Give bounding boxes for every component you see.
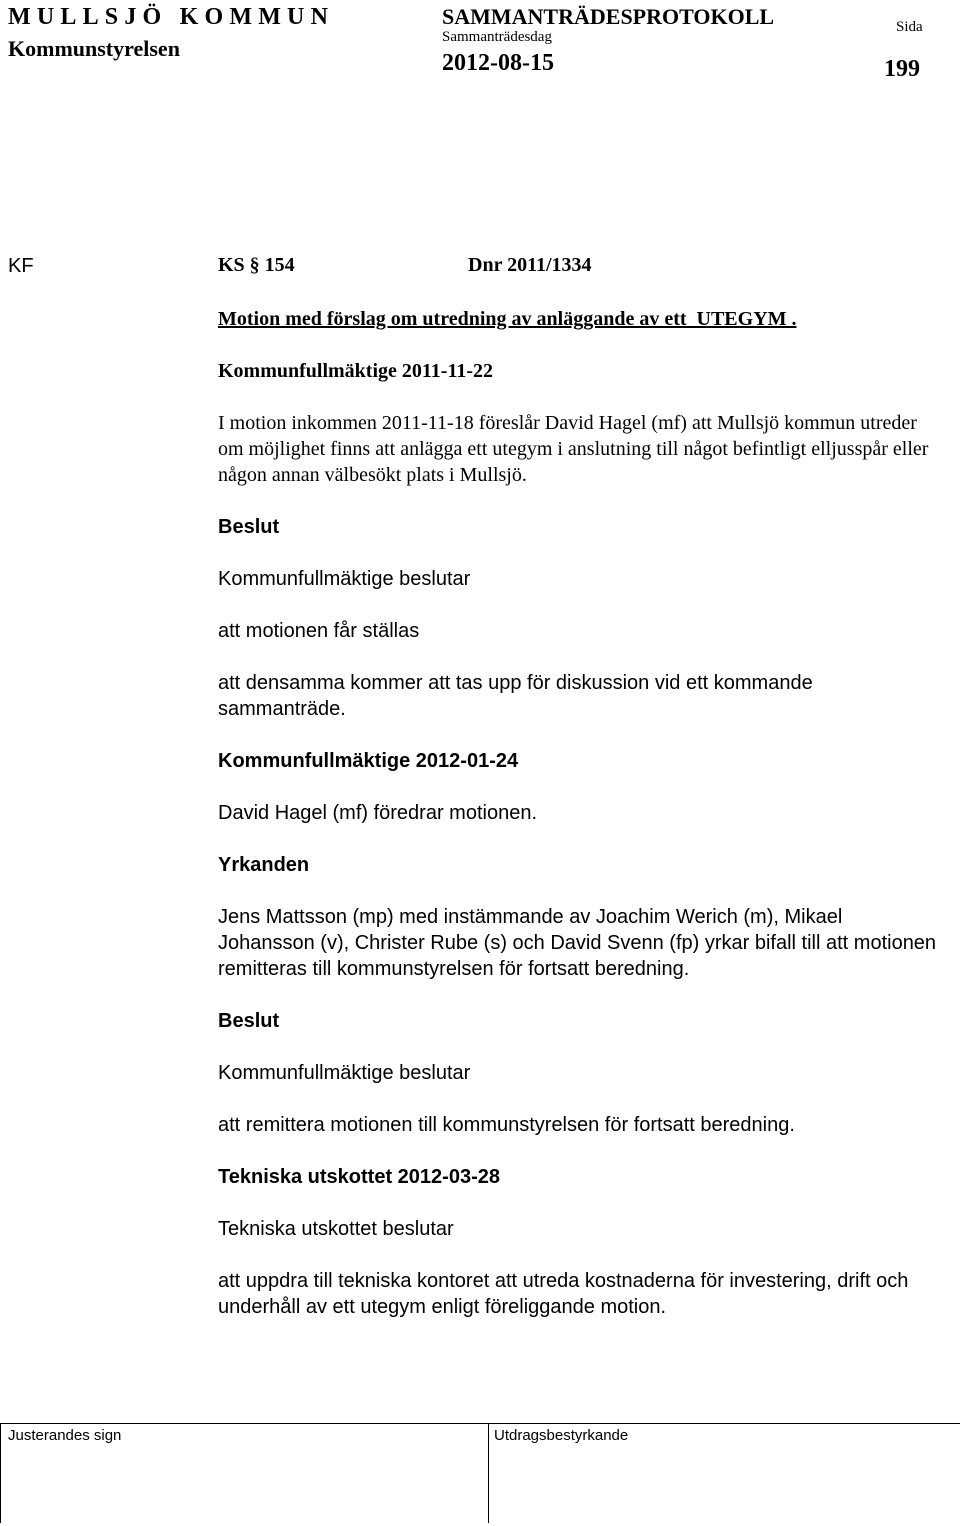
- protocol-body: [218, 306, 938, 1320]
- case-title: Motion med förslag om utredning av anläggande av ett UTEGYM .: [218, 308, 797, 330]
- protocol-title: SAMMANTRÄDESPROTOKOLL: [442, 4, 775, 29]
- board-name: Kommunstyrelsen: [8, 36, 180, 61]
- tu-heading: Tekniska utskottet 2012-03-28: [218, 1166, 500, 1188]
- meeting-date-label: Sammanträdesdag: [442, 29, 552, 45]
- beslut2-intro: Kommunfullmäktige beslutar: [218, 1062, 471, 1084]
- tu-att: att uppdra till tekniska kontoret att utreda kostnaderna för investering, drift och underhåll av ett utegym enligt föreliggande motion.: [218, 1270, 909, 1318]
- footer-left-border: [0, 1423, 1, 1523]
- page-number: 199: [884, 56, 920, 82]
- kf2-text: David Hagel (mf) föredrar motionen.: [218, 802, 538, 824]
- kf1-heading: Kommunfullmäktige 2011-11-22: [218, 360, 494, 382]
- case-dnr: Dnr 2011/1334: [468, 254, 592, 276]
- justerandes-sign-label: Justerandes sign: [8, 1427, 122, 1444]
- kf-mark: KF: [8, 255, 34, 277]
- beslut1-heading: Beslut: [218, 516, 280, 538]
- beslut1-att1: att motionen får ställas: [218, 620, 420, 642]
- footer-divider: [0, 1423, 960, 1424]
- meeting-date: 2012-08-15: [442, 50, 554, 76]
- page-label: Sida: [896, 19, 923, 35]
- beslut2-heading: Beslut: [218, 1010, 280, 1032]
- yrkanden-text: Jens Mattsson (mp) med instämmande av Joachim Werich (m), Mikael Johansson (v), Christer Rube (s) och David Svenn (fp) yrkar bifall till att motionen remitteras till kommunstyrelsen för fortsatt beredning.: [218, 906, 937, 980]
- yrkanden-heading: Yrkanden: [218, 854, 310, 876]
- tu-intro: Tekniska utskottet beslutar: [218, 1218, 454, 1240]
- kf1-text: I motion inkommen 2011-11-18 föreslår David Hagel (mf) att Mullsjö kommun utreder om möjlighet finns att anlägga ett utegym i anslutning till något befintligt elljusspår eller någon annan välbesökt plats i Mullsjö.: [218, 412, 929, 486]
- beslut2-att: att remittera motionen till kommunstyrelsen för fortsatt beredning.: [218, 1114, 795, 1136]
- beslut1-att2: att densamma kommer att tas upp för diskussion vid ett kommande sammanträde.: [218, 672, 813, 720]
- kf2-heading: Kommunfullmäktige 2012-01-24: [218, 750, 519, 772]
- municipality-name: MULLSJÖ KOMMUN: [8, 4, 335, 30]
- ks-paragraph-number: KS § 154: [218, 254, 295, 276]
- footer-middle-border: [488, 1423, 489, 1523]
- utdragsbestyrkande-label: Utdragsbestyrkande: [494, 1427, 629, 1444]
- beslut1-intro: Kommunfullmäktige beslutar: [218, 568, 471, 590]
